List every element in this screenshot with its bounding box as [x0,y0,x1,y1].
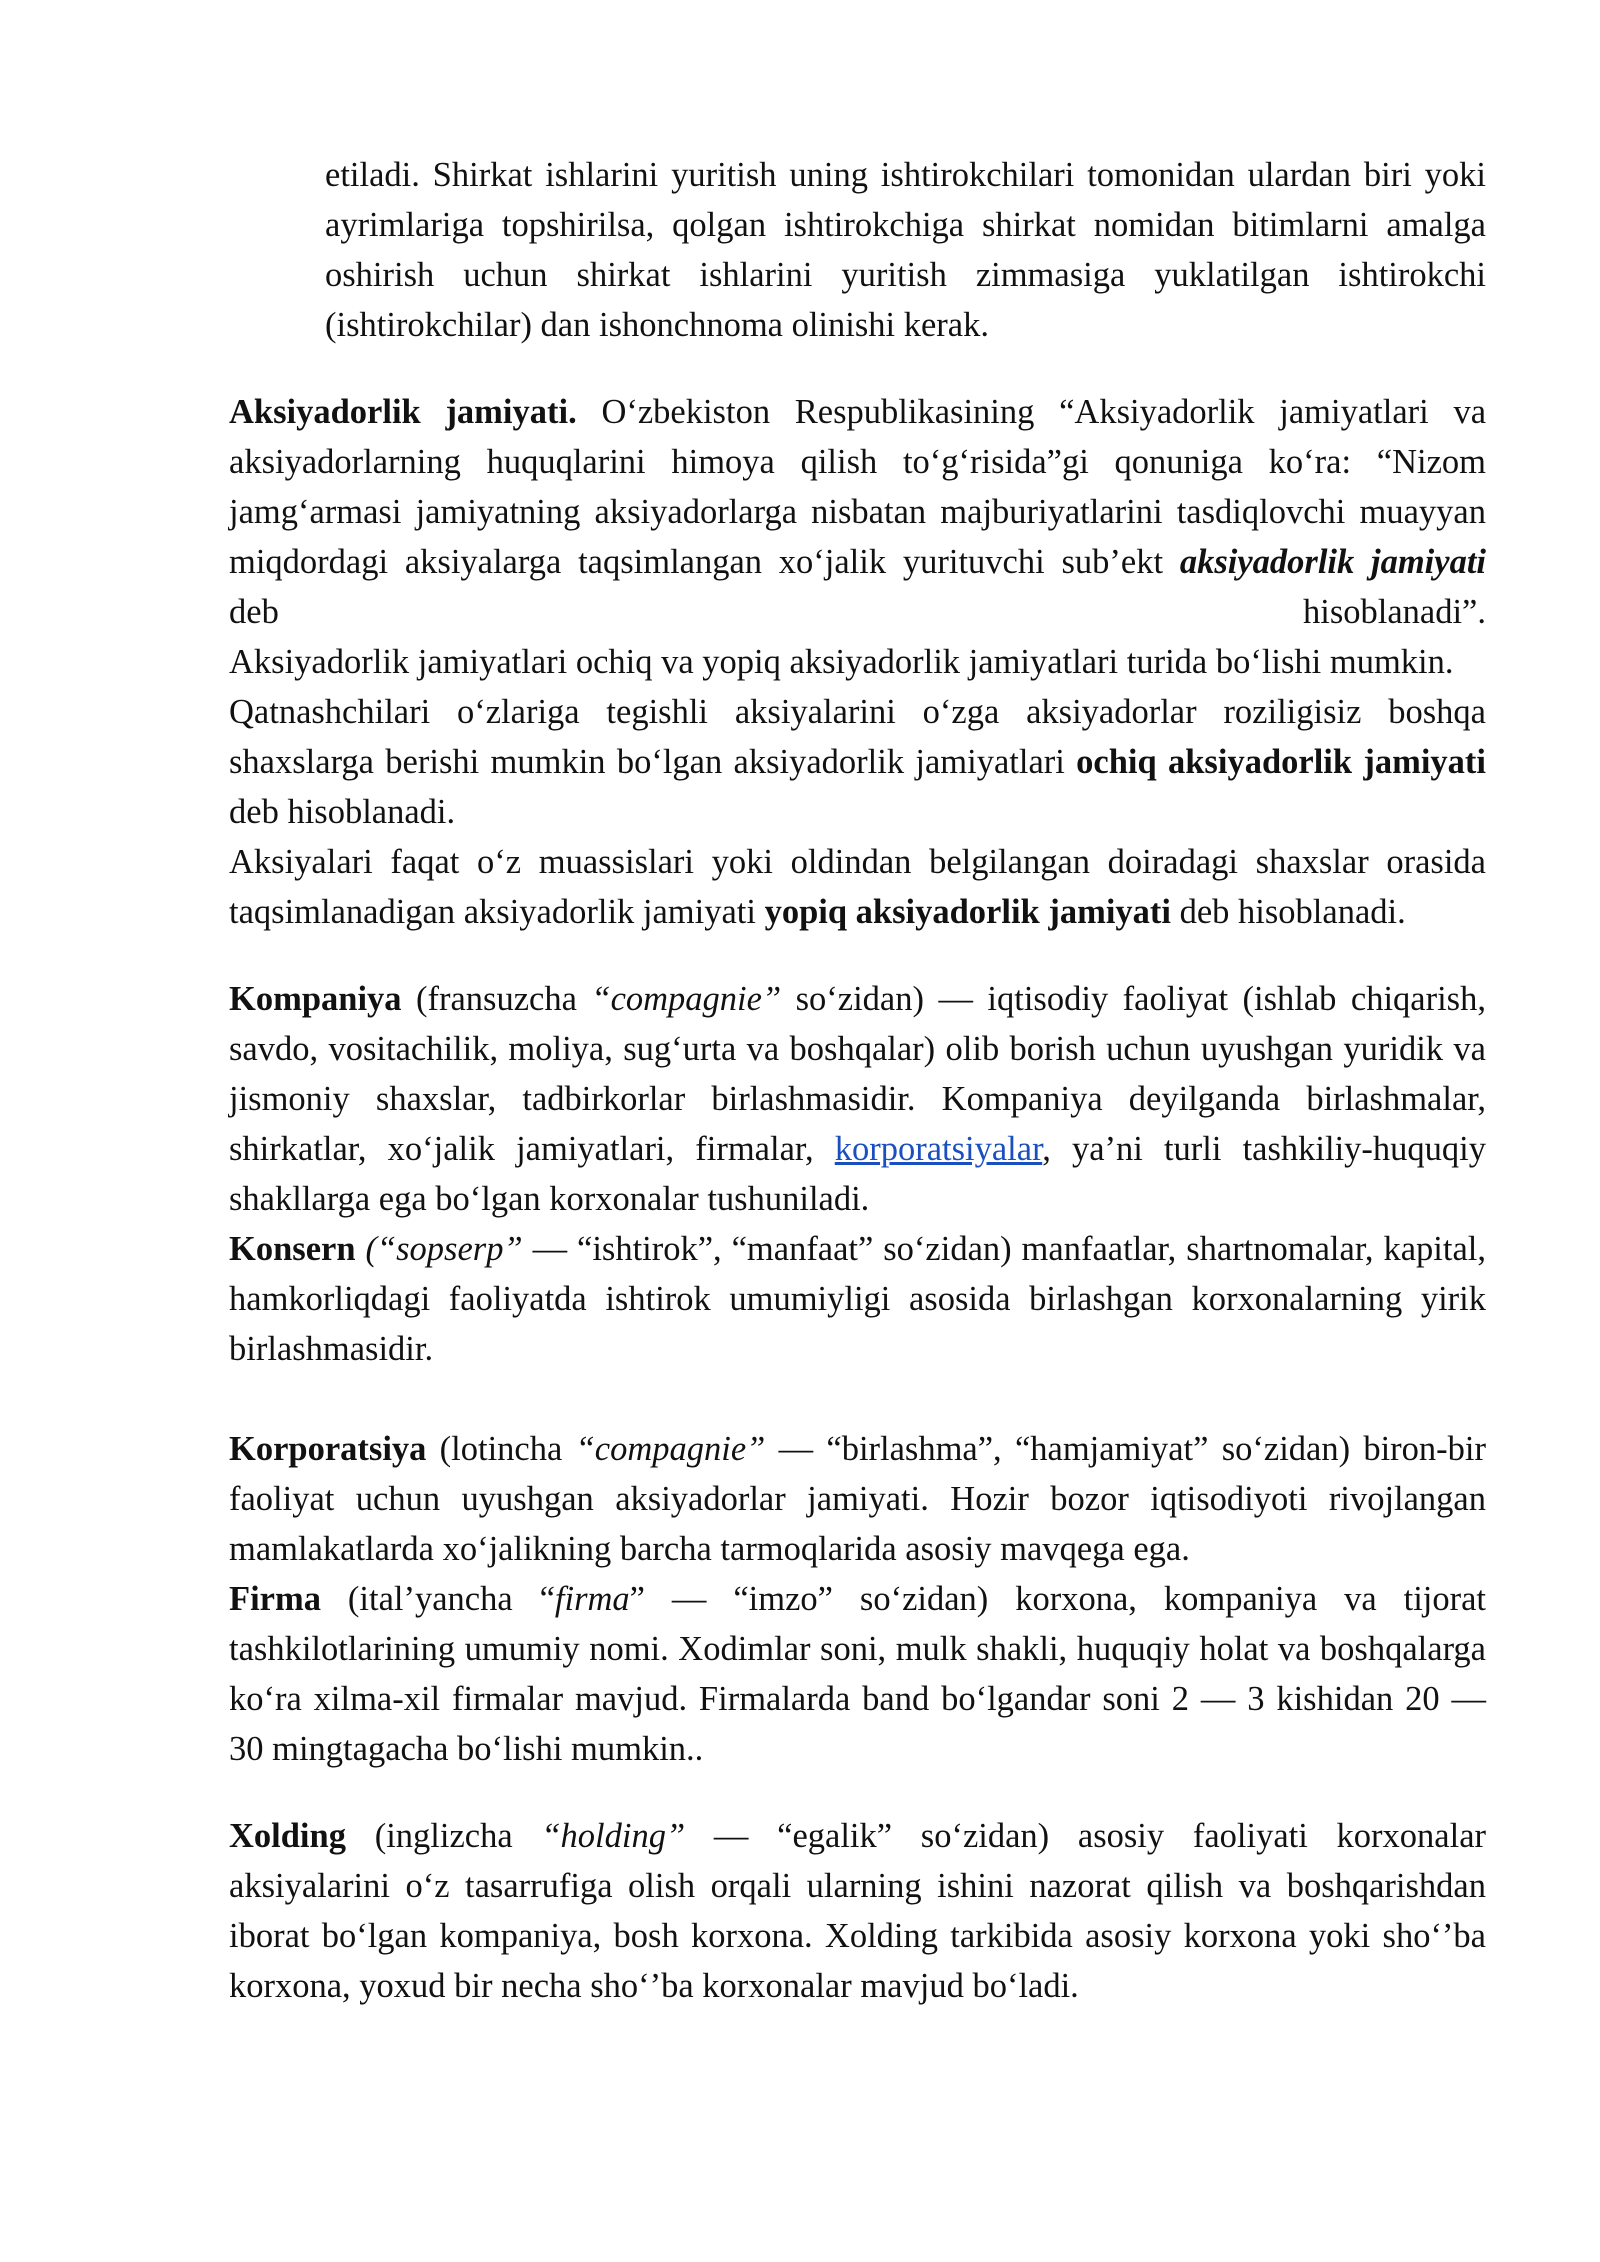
paragraph-text: deb hisoblanadi. [229,793,456,831]
paragraph-korporatsiya [229,1424,1486,1574]
paragraph-konsern [229,1224,1486,1374]
term-xolding: Xolding [229,1817,346,1855]
paragraph-text: so‘zidan) — iqtisodiy faoliyat (ishlab chiqarish, savdo, vositachilik, moliya, sug‘urta va boshqalar) olib borish uchun uyushgan yuridik va jismoniy shaxslar, tadbirkorlar birlashmasidir. Kompaniya deyilganda birlashmalar, shirkatlar, xo‘jalik jamiyatlari, firmalar, [229,980,1486,1168]
paragraph-ochiq-aksiyadorlik [229,687,1486,837]
paragraph-jamiyat-turlari [229,637,1486,687]
origin-word: “compagnie” [575,1430,766,1468]
origin-word: (“sopserp” [355,1230,523,1268]
paragraph-text: Aksiyadorlik jamiyatlari ochiq va yopiq aksiyadorlik jamiyatlari turida bo‘lishi mumkin. [229,643,1454,681]
document-body [229,150,1486,2011]
paragraph-text: Qatnashchilari o‘zlariga tegishli aksiyalarini o‘zga aksiyadorlar roziligisiz boshqa shaxslarga berishi mumkin bo‘lgan aksiyadorlik jamiyatlari [229,693,1486,781]
paragraph-firma [229,1574,1486,1774]
term-kompaniya: Kompaniya [229,980,402,1018]
paragraph-text: deb hisoblanadi. [1170,893,1406,931]
term-korporatsiya: Korporatsiya [229,1430,427,1468]
paragraph-text: deb hisoblanadi”. [229,593,1486,631]
paragraph-text: — “birlashma”, “hamjamiyat” so‘zidan) biron-bir faoliyat uchun uyushgan aksiyadorlar jamiyati. Hozir bozor iqtisodiyoti rivojlangan mamlakatlarda xo‘jalikning barcha tarmoqlarida asosiy mavqega ega. [229,1430,1486,1568]
paragraph-text: (inglizcha [345,1817,542,1855]
paragraph-text: , ya’ni turli tashkiliy-huquqiy shakllarga ega bo‘lgan korxonalar tushuniladi. [229,1130,1486,1218]
paragraph-aksiyadorlik-jamiyati [229,387,1486,637]
paragraph-text: (fransuzcha [401,980,592,1018]
term-yopiq-aksiyadorlik-jamiyati: yopiq aksiyadorlik jamiyati [764,893,1171,931]
paragraph-text: (lotincha [426,1430,576,1468]
paragraph-text: O‘zbekiston Respublikasining “Aksiyadorlik jamiyatlari va aksiyadorlarning huquqlarini himoya qilish to‘g‘risida”gi qonuniga ko‘ra: “Nizom jamg‘armasi jamiyatning aksiyadorlarga nisbatan majburiyatlarini tasdiqlovchi muayyan miqdordagi aksiyalarga taqsimlangan xo‘jalik yurituvchi sub’ekt [229,393,1487,581]
paragraph-text: ” — “imzo” so‘zidan) korxona, kompaniya va tijorat tashkilotlarining umumiy nomi. Xodimlar soni, mulk shakli, huquqiy holat va boshqalarga ko‘ra xilma-xil firmalar mavjud. Firmalarda band bo‘lgandar soni 2 — 3 kishidan 20 — 30 mingtagacha bo‘lishi mumkin.. [229,1580,1486,1768]
term-ochiq-aksiyadorlik-jamiyati: ochiq aksiyadorlik jamiyati [1076,743,1487,781]
paragraph-kompaniya [229,974,1486,1224]
paragraph-text: etiladi. Shirkat ishlarini yuritish uning ishtirokchilari tomonidan ulardan biri yoki ayrimlariga topshirilsa, qolgan ishtirokchiga shirkat nomidan bitimlarni amalga oshirish uchun shirkat ishlarini yuritish zimmasiga yuklatilgan ishtirokchi (ishtirokchilar) dan ishonchnoma olinishi kerak. [325,156,1486,344]
term-firma: Firma [229,1580,321,1618]
term-konsern: Konsern [229,1230,356,1268]
term-aksiyadorlik-jamiyati: Aksiyadorlik jamiyati. [229,393,577,431]
paragraph-shirkat-continued [229,150,1486,350]
paragraph-yopiq-aksiyadorlik [229,837,1486,937]
korporatsiyalar-link[interactable]: korporatsiyalar [834,1130,1043,1168]
origin-word: firma [554,1580,630,1618]
origin-word: “holding” [541,1817,686,1855]
paragraph-text: Aksiyalari faqat o‘z muassislari yoki oldindan belgilangan doiradagi shaxslar orasida taqsimlanadigan aksiyadorlik jamiyati [229,843,1486,931]
paragraph-xolding [229,1811,1486,2011]
paragraph-text: — “ishtirok”, “manfaat” so‘zidan) manfaatlar, shartnomalar, kapital, hamkorliqdagi faoliyatda ishtirok umumiyligi asosida birlashgan korxonalarning yirik birlashmasidir. [229,1230,1486,1368]
paragraph-text: (ital’yancha “ [320,1580,555,1618]
origin-word: “compagnie” [591,980,782,1018]
term-italic-aksiyadorlik-jamiyati: aksiyadorlik jamiyati [1179,543,1486,581]
paragraph-text: — “egalik” so‘zidan) asosiy faoliyati korxonalar aksiyalarini o‘z tasarrufiga olish orqali ularning ishini nazorat qilish va boshqarishdan iborat bo‘lgan kompaniya, bosh korxona. Xolding tarkibida asosiy korxona yoki sho‘’ba korxona, yoxud bir necha sho‘’ba korxonalar mavjud bo‘ladi. [229,1817,1486,2005]
